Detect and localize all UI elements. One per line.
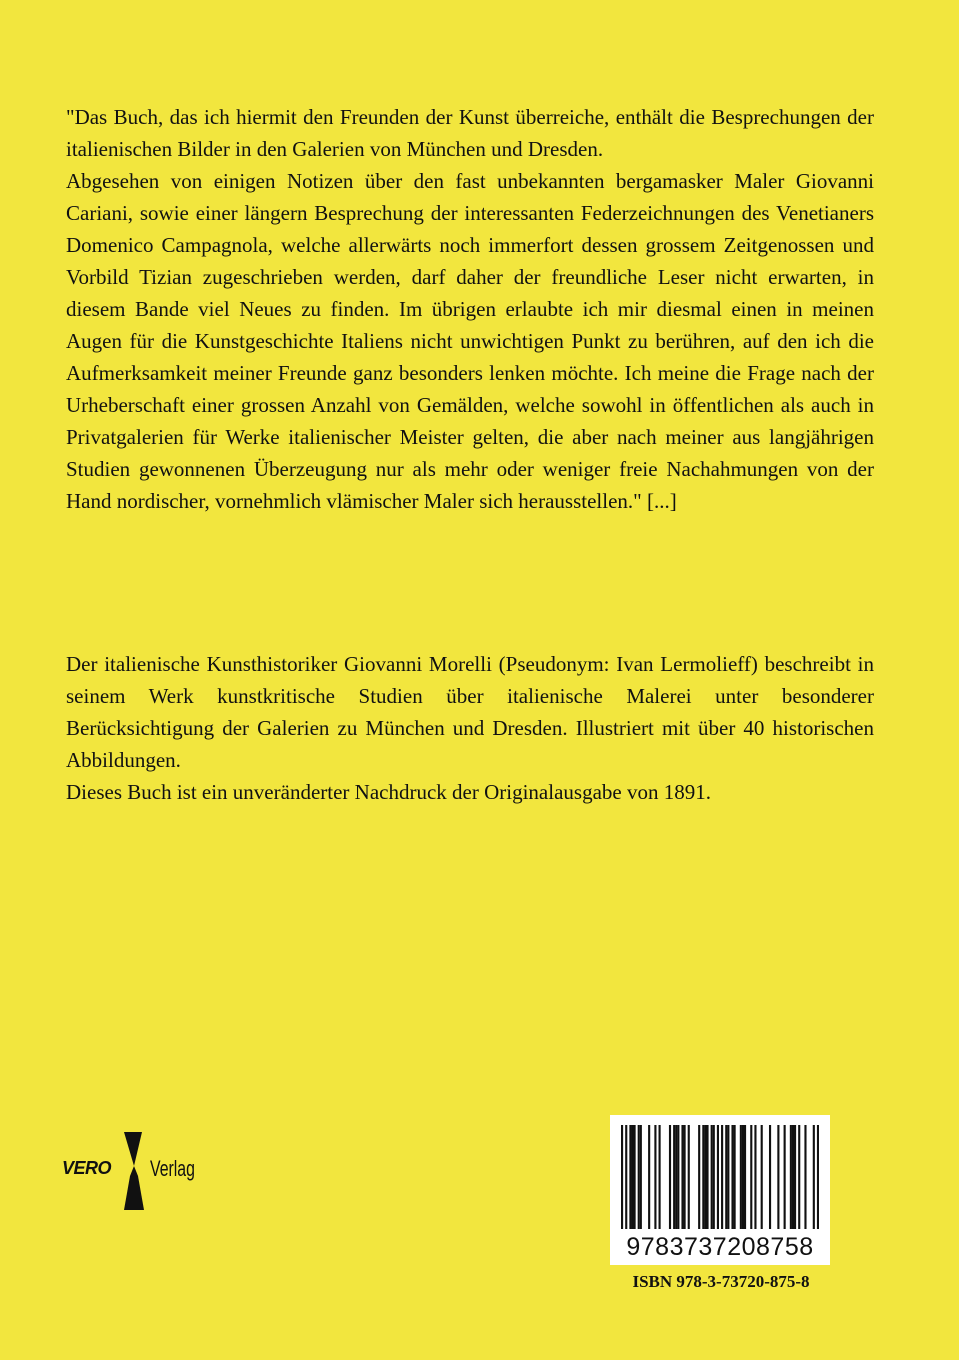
blurb-quote: [66, 101, 874, 517]
barcode-digits: 9783737208758: [626, 1233, 814, 1261]
barcode-bar: [761, 1125, 763, 1229]
barcode-bar: [640, 1125, 642, 1229]
barcode-bar: [704, 1125, 706, 1229]
barcode-bar: [790, 1125, 792, 1229]
barcode-bar: [717, 1125, 719, 1229]
barcode: [610, 1115, 830, 1265]
barcode-bar: [638, 1125, 640, 1229]
barcode-bar: [792, 1125, 794, 1229]
publisher-logo: [62, 1132, 202, 1210]
book-description: [66, 648, 874, 808]
barcode-bar: [740, 1125, 742, 1229]
barcode-bar: [750, 1125, 752, 1229]
barcode-bar: [702, 1125, 704, 1229]
barcode-bar: [813, 1125, 815, 1229]
barcode-bar: [621, 1125, 623, 1229]
isbn-number: ISBN 978-3-73720-875-8: [632, 1272, 810, 1291]
barcode-bar: [817, 1125, 819, 1229]
barcode-bar: [706, 1125, 708, 1229]
barcode-bar: [754, 1125, 756, 1229]
logo-text-vero: VERO: [62, 1158, 112, 1178]
barcode-bar: [794, 1125, 796, 1229]
barcode-bar: [681, 1125, 683, 1229]
barcode-bar: [673, 1125, 675, 1229]
barcode-bar: [654, 1125, 656, 1229]
hourglass-logo-icon: [110, 1132, 154, 1210]
barcode-bar: [725, 1125, 727, 1229]
quote-paragraph-2: Abgesehen von einigen Notizen über den fast unbekannten bergamasker Maler Giovanni Cariani, sowie einer längern Besprechung der interessanten Federzeichnungen des Venetianers Domenico Campagnola, welche allerwärts noch immerfort dessen grossem Zeitgenossen und Vorbild Tizian zugeschrieben werden, darf daher der freundliche Leser nicht erwarten, in diesem Bande viel Neues zu finden. Im übrigen erlaubte ich mir diesmal einen in meinen Augen für die Kunstgeschichte Italiens nicht unwichtigen Punkt zu berühren, auf den ich die Aufmerksamkeit meiner Freunde ganz besonders lenken möchte. Ich meine die Frage nach der Urheberschaft einer grossen Anzahl von Gemälden, welche sowohl in öffentlichen als auch in Privatgalerien für Werke italienischer Meister gelten, die aber nach meiner aus langjährigen Studien gewonnenen Überzeugung nur als mehr oder weniger freie Nachahmungen von der Hand nordischer, vornehmlich vlämischer Maler sich herausstellen." [...]: [66, 169, 874, 513]
barcode-bar: [669, 1125, 671, 1229]
barcode-bar: [675, 1125, 677, 1229]
barcode-bar: [713, 1125, 715, 1229]
barcode-bar: [727, 1125, 729, 1229]
description-paragraph-1: Der italienische Kunsthistoriker Giovanni Morelli (Pseudonym: Ivan Lermolieff) beschreibt in seinem Werk kunstkritische Studien über italienische Malerei unter besonderer Berücksichtigung der Galerien zu München und Dresden. Illustriert mit über 40 historischen Abbildungen.: [66, 652, 874, 772]
barcode-bar: [711, 1125, 713, 1229]
barcode-bar: [659, 1125, 661, 1229]
barcode-bar: [684, 1125, 686, 1229]
barcode-bar: [742, 1125, 744, 1229]
barcode-bar: [634, 1125, 636, 1229]
barcode-bar: [777, 1125, 779, 1229]
barcode-bar: [734, 1125, 736, 1229]
barcode-bar: [629, 1125, 631, 1229]
barcode-bar: [677, 1125, 679, 1229]
barcode-bar: [648, 1125, 650, 1229]
barcode-bar: [769, 1125, 771, 1229]
barcode-bar: [698, 1125, 700, 1229]
barcode-bars: [621, 1125, 819, 1229]
barcode-bar: [625, 1125, 627, 1229]
barcode-bar: [744, 1125, 746, 1229]
barcode-bar: [784, 1125, 786, 1229]
logo-text-verlag: Verlag: [150, 1156, 195, 1181]
barcode-bar: [804, 1125, 806, 1229]
barcode-bar: [798, 1125, 800, 1229]
barcode-bar: [721, 1125, 723, 1229]
description-paragraph-2: Dieses Buch ist ein unveränderter Nachdruck der Originalausgabe von 1891.: [66, 780, 711, 804]
quote-paragraph-1: "Das Buch, das ich hiermit den Freunden der Kunst überreiche, enthält die Besprechungen der italienischen Bilder in den Galerien von München und Dresden.: [66, 105, 874, 161]
barcode-bar: [688, 1125, 690, 1229]
barcode-bar: [631, 1125, 633, 1229]
barcode-bar: [731, 1125, 733, 1229]
